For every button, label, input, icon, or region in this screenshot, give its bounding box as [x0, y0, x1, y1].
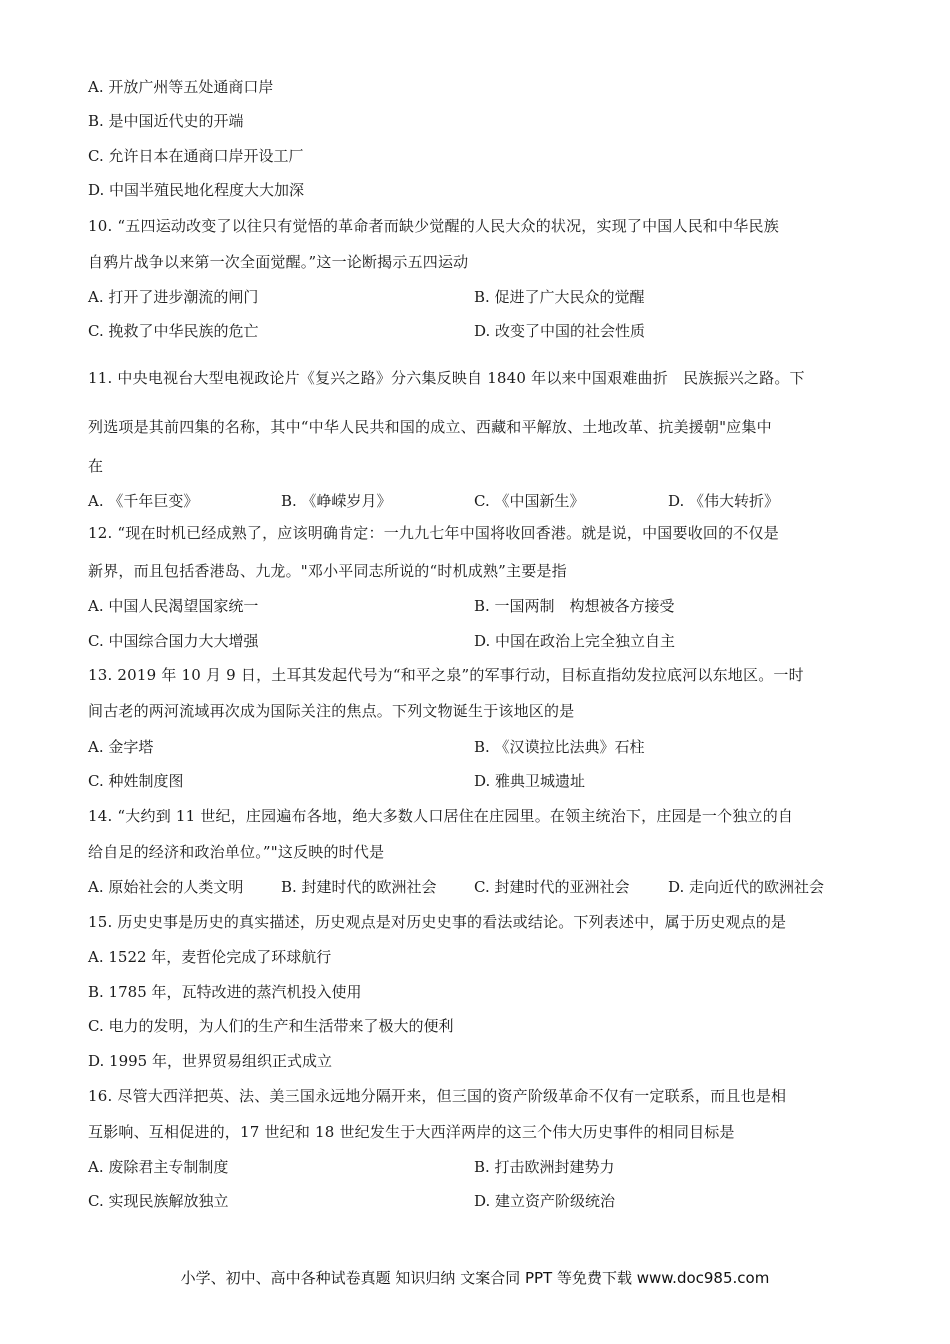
q12-option-d: D. 中国在政治上完全独立自主 [474, 632, 676, 650]
q13-stem-line-1: 13. 2019 年 10 月 9 日，土耳其发起代号为“和平之泉”的军事行动，目标直指幼发拉底河以东地区。一时 [88, 666, 804, 684]
q14-option-d: D. 走向近代的欧洲社会 [668, 878, 825, 896]
q14-option-a: A. 原始社会的人类文明 [88, 878, 244, 896]
q15-stem-line-1: 15. 历史史事是历史的真实描述，历史观点是对历史史事的看法或结论。下列表述中，属于历史观点的是 [88, 913, 787, 931]
q16-option-a: A. 废除君主专制制度 [88, 1158, 229, 1176]
q10-option-d: D. 改变了中国的社会性质 [474, 322, 646, 340]
q10-option-b: B. 促进了广大民众的觉醒 [474, 288, 645, 306]
q16-option-b: B. 打击欧洲封建势力 [474, 1158, 615, 1176]
q16-stem-line-1: 16. 尽管大西洋把英、法、美三国永远地分隔开来，但三国的资产阶级革命不仅有一定联系，而且也是相 [88, 1087, 787, 1105]
q16-stem-line-2: 互影响、互相促进的，17 世纪和 18 世纪发生于大西洋两岸的这三个伟大历史事件的相同目标是 [88, 1123, 735, 1141]
q10-option-a: A. 打开了进步潮流的闸门 [88, 288, 259, 306]
q12-option-b: B. 一国两制 构想被各方接受 [474, 597, 675, 615]
q11-option-d: D. 《伟大转折》 [668, 492, 780, 510]
q11-stem-line-3: 在 [88, 457, 104, 475]
q12-stem-line-1: 12. “现在时机已经成熟了，应该明确肯定：一九九七年中国将收回香港。就是说，中国要收回的不仅是 [88, 524, 779, 542]
q10-option-c: C. 挽救了中华民族的危亡 [88, 322, 259, 340]
q14-option-c: C. 封建时代的亚洲社会 [474, 878, 630, 896]
q13-option-c: C. 种姓制度图 [88, 772, 184, 790]
q12-stem-line-2: 新界，而且包括香港岛、九龙。"邓小平同志所说的“时机成熟”主要是指 [88, 562, 567, 580]
q10-stem-line-1: 10. “五四运动改变了以往只有觉悟的革命者而缺少觉醒的人民大众的状况，实现了中国人民和中华民族 [88, 217, 779, 235]
q9-option-d: D. 中国半殖民地化程度大大加深 [88, 181, 305, 199]
q9-option-a: A. 开放广州等五处通商口岸 [88, 78, 274, 96]
q13-option-d: D. 雅典卫城遗址 [474, 772, 586, 790]
q15-option-a: A. 1522 年，麦哲伦完成了环球航行 [88, 948, 332, 966]
q15-option-d: D. 1995 年，世界贸易组织正式成立 [88, 1052, 332, 1070]
q12-option-c: C. 中国综合国力大大增强 [88, 632, 259, 650]
q13-option-a: A. 金字塔 [88, 738, 154, 756]
q16-option-c: C. 实现民族解放独立 [88, 1192, 229, 1210]
q15-option-b: B. 1785 年，瓦特改进的蒸汽机投入使用 [88, 983, 362, 1001]
q9-option-b: B. 是中国近代史的开端 [88, 112, 244, 130]
q12-option-a: A. 中国人民渴望国家统一 [88, 597, 259, 615]
q11-stem-line-2: 列选项是其前四集的名称，其中“中华人民共和国的成立、西藏和平解放、土地改革、抗美援朝"应集中 [88, 418, 772, 436]
q13-stem-line-2: 间古老的两河流域再次成为国际关注的焦点。下列文物诞生于该地区的是 [88, 702, 575, 720]
q13-option-b: B. 《汉谟拉比法典》石柱 [474, 738, 645, 756]
page-footer: 小学、初中、高中各种试卷真题 知识归纳 文案合同 PPT 等免费下载 www.doc985.com [180, 1269, 770, 1287]
q16-option-d: D. 建立资产阶级统治 [474, 1192, 616, 1210]
q11-option-c: C. 《中国新生》 [474, 492, 585, 510]
q14-stem-line-1: 14. “大约到 11 世纪，庄园遍布各地，绝大多数人口居住在庄园里。在领主统治下，庄园是一个独立的自 [88, 807, 794, 825]
q11-stem-line-1: 11. 中央电视台大型电视政论片《复兴之路》分六集反映自 1840 年以来中国艰难曲折 民族振兴之路。下 [88, 369, 805, 387]
q11-option-b: B. 《峥嵘岁月》 [281, 492, 392, 510]
q11-option-a: A. 《千年巨变》 [88, 492, 199, 510]
q15-option-c: C. 电力的发明，为人们的生产和生活带来了极大的便利 [88, 1017, 454, 1035]
q14-option-b: B. 封建时代的欧洲社会 [281, 878, 437, 896]
q9-option-c: C. 允许日本在通商口岸开设工厂 [88, 147, 304, 165]
q14-stem-line-2: 给自足的经济和政治单位。”"这反映的时代是 [88, 843, 385, 861]
q10-stem-line-2: 自鸦片战争以来第一次全面觉醒。”这一论断揭示五四运动 [88, 253, 469, 271]
